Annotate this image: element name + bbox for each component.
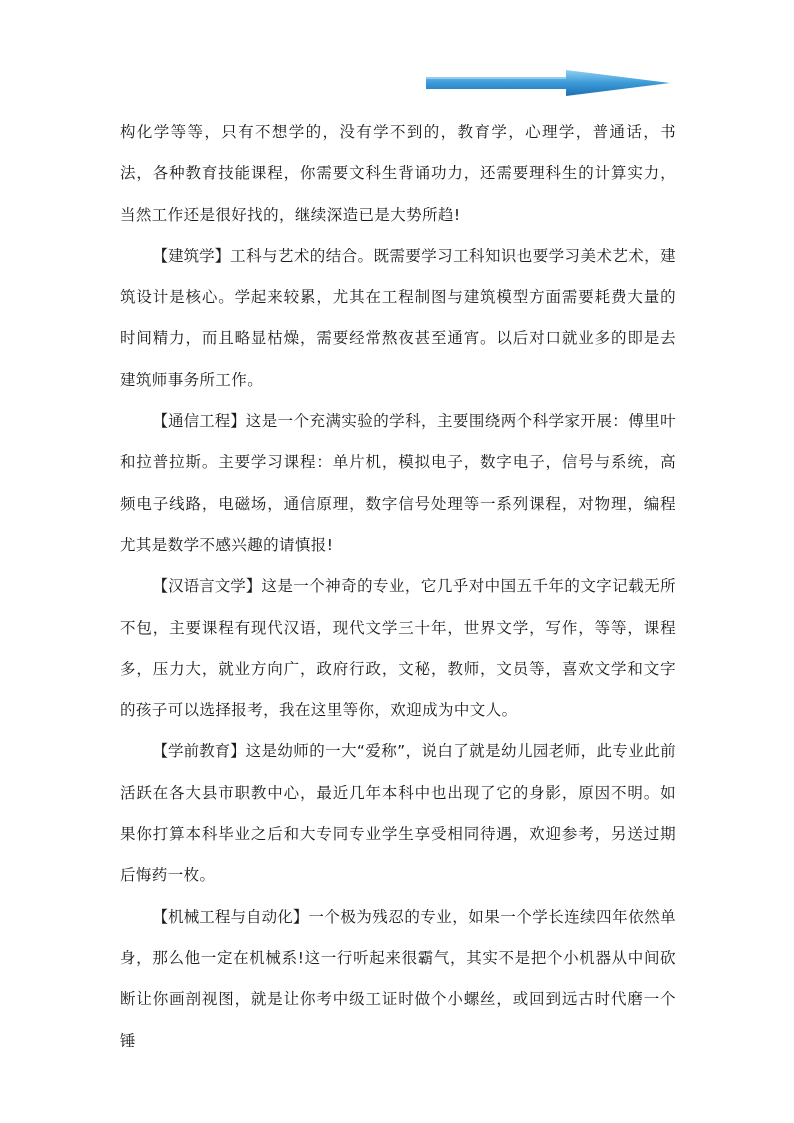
paragraph-preschool-education	[120, 731, 676, 896]
paragraph-communication-engineering	[120, 401, 676, 566]
document-body	[120, 112, 676, 1062]
paragraph-text: 工科与艺术的结合。既需要学习工科知识也要学习美术艺术，建筑设计是核心。学起来较累，尤其在工程制图与建筑模型方面需要耗费大量的时间精力，而且略显枯燥，需要经常熬夜甚至通宵。以后对口就业多的即是去建筑师事务所工作。	[120, 246, 676, 389]
paragraph-text: 这是幼师的一大“爱称”，说白了就是幼儿园老师，此专业此前活跃在各大县市职教中心，最近几年本科中也出现了它的身影，原因不明。如果你打算本科毕业之后和大专同专业学生享受相同待遇，欢迎参考，另送过期后悔药一枚。	[120, 742, 676, 885]
paragraph-heading: 【机械工程与自动化】	[152, 907, 309, 926]
paragraph-heading: 【学前教育】	[152, 742, 246, 761]
paragraph-text: 这是一个神奇的专业，它几乎对中国五千年的文字记载无所不包，主要课程有现代汉语，现代文学三十年，世界文学，写作，等等，课程多，压力大，就业方向广，政府行政，文秘，教师，文员等，喜欢文学和文字的孩子可以选择报考，我在这里等你，欢迎成为中文人。	[120, 577, 676, 720]
paragraph-heading: 【建筑学】	[152, 246, 231, 265]
paragraph-text: 一个极为残忍的专业，如果一个学长连续四年依然单身，那么他一定在机械系!这一行听起来很霸气，其实不是把个小机器从中间砍断让你画剖视图，就是让你考中级工证时做个小螺丝，或回到远古时代磨一个锤	[120, 907, 676, 1050]
paragraph-heading: 【汉语言文学】	[152, 577, 262, 596]
paragraph-heading: 【通信工程】	[152, 412, 246, 431]
paragraph-chinese-literature	[120, 566, 676, 731]
paragraph-mechanical-engineering	[120, 897, 676, 1062]
paragraph-architecture	[120, 236, 676, 401]
paragraph-text: 这是一个充满实验的学科，主要围绕两个科学家开展：傅里叶和拉普拉斯。主要学习课程：单片机，模拟电子，数字电子，信号与系统，高频电子线路，电磁场，通信原理，数字信号处理等一系列课程，对物理，编程尤其是数学不感兴趣的请慎报!	[120, 412, 676, 554]
paragraph-text: 构化学等等，只有不想学的，没有学不到的，教育学，心理学，普通话，书法，各种教育技能课程，你需要文科生背诵功力，还需要理科生的计算实力，当然工作还是很好找的，继续深造已是大势所趋!	[120, 123, 676, 224]
right-arrow-icon	[424, 68, 672, 98]
paragraph-continuation	[120, 112, 676, 236]
